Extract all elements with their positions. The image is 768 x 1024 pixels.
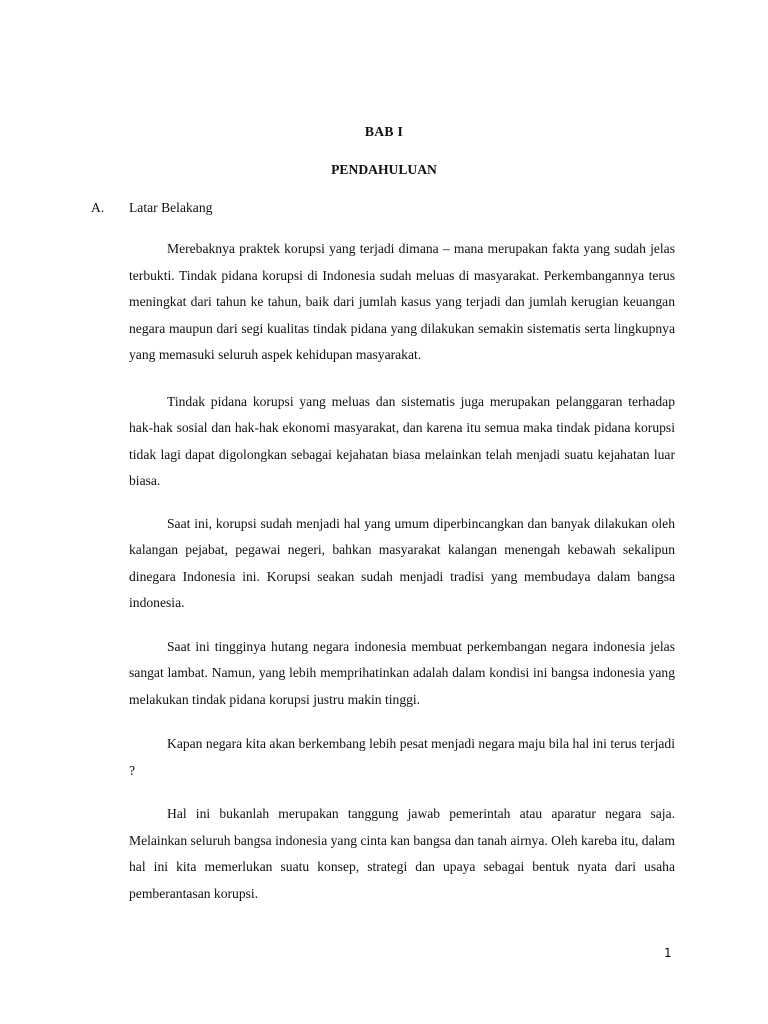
chapter-label: BAB I bbox=[364, 124, 404, 139]
paragraph: Saat ini tingginya hutang negara indonesia membuat perkembangan negara indonesia jelas sangat lambat. Namun, yang lebih memprihatinkan adalah dalam kondisi ini bangsa indonesia yang melakukan tindak pidana korupsi justru makin tinggi. bbox=[129, 638, 675, 707]
paragraph: Saat ini, korupsi sudah menjadi hal yang umum diperbincangkan dan banyak dilakukan oleh kalangan pejabat, pegawai negeri, bahkan masyarakat kalangan menengah kebawah sekalipun dinegara Indonesia ini. Korupsi seakan sudah menjadi tradisi yang membudaya dalam bangsa indonesia. bbox=[129, 515, 675, 610]
section-heading bbox=[91, 200, 212, 216]
section-title: Latar Belakang bbox=[129, 200, 213, 215]
section-number: A. bbox=[91, 200, 105, 215]
paragraph: Hal ini bukanlah merupakan tanggung jawab pemerintah atau aparatur negara saja. Melainkan seluruh bangsa indonesia yang cinta kan bangsa dan tanah airnya. Oleh kareba itu, dalam hal ini kita memerlukan suatu konsep, strategi dan upaya sebagai bentuk nyata dari usaha pemberantasan korupsi. bbox=[129, 806, 675, 901]
body-text bbox=[129, 236, 675, 927]
paragraph: Kapan negara kita akan berkembang lebih pesat menjadi negara maju bila hal ini terus terjadi ? bbox=[129, 736, 675, 778]
chapter-title: PENDAHULUAN bbox=[331, 162, 437, 177]
paragraph: Merebaknya praktek korupsi yang terjadi dimana – mana merupakan fakta yang sudah jelas terbukti. Tindak pidana korupsi di Indonesia sudah meluas di masyarakat. Perkembangannya terus meningkat dari tahun ke tahun, baik dari jumlah kasus yang terjadi dan jumlah kerugian keuangan negara maupun dari segi kualitas tindak pidana yang dilakukan semakin sistematis serta lingkupnya yang memasuki seluruh aspek kehidupan masyarakat. bbox=[129, 241, 675, 362]
paragraph: Tindak pidana korupsi yang meluas dan sistematis juga merupakan pelanggaran terhadap hak-hak sosial dan hak-hak ekonomi masyarakat, dan karena itu semua maka tindak pidana korupsi tidak lagi dapat digolongkan sebagai kejahatan biasa melainkan telah menjadi suatu kejahatan luar biasa. bbox=[129, 393, 675, 488]
page-number: 1 bbox=[664, 946, 672, 960]
